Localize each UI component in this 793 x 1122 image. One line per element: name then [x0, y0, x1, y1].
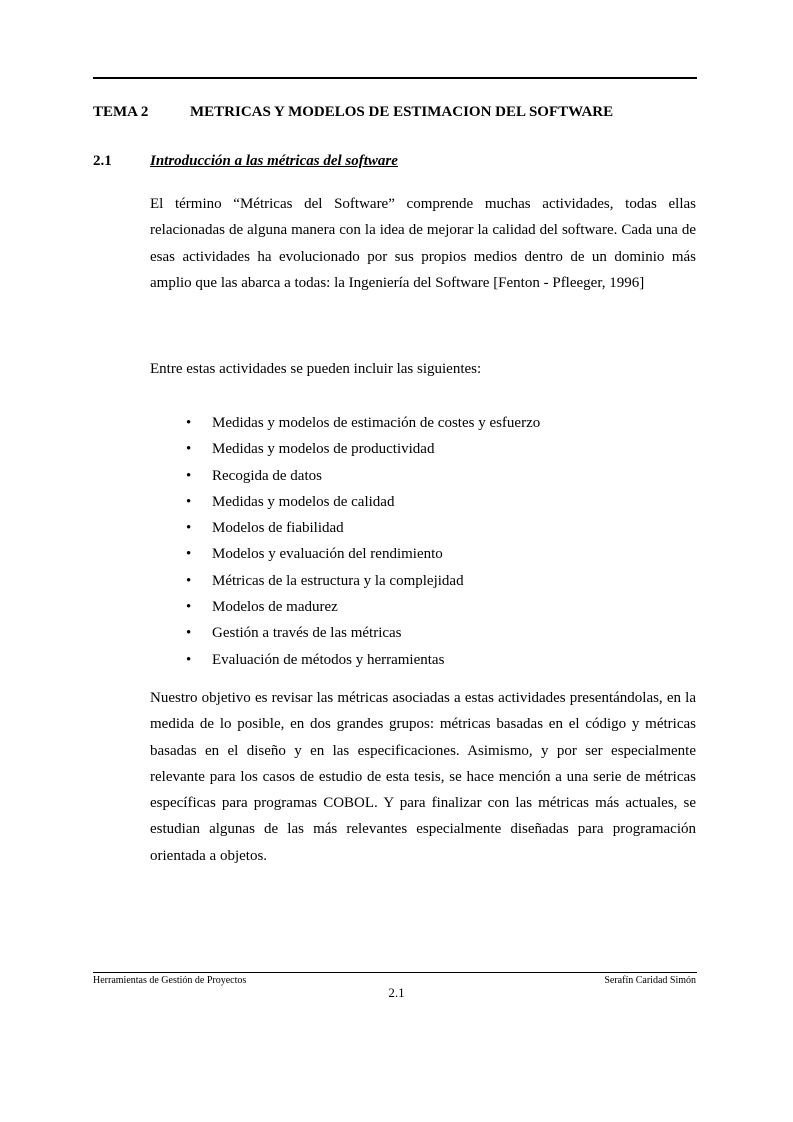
- chapter-number: TEMA 2: [93, 104, 149, 120]
- list-item: • Medidas y modelos de calidad: [150, 489, 696, 515]
- bullet-icon: •: [186, 493, 192, 510]
- list-item: • Medidas y modelos de estimación de costes y esfuerzo: [150, 410, 696, 436]
- list-item: • Recogida de datos: [150, 463, 696, 489]
- list-item: • Gestión a través de las métricas: [150, 620, 696, 646]
- intro-paragraph: El término “Métricas del Software” comprende muchas actividades, todas ellas relacionadas de alguna manera con la idea de mejorar la calidad del software. Cada una de esas actividades ha evolucionado por sus propios medios dentro de un dominio más amplio que las abarca a todas: la Ingeniería del Software [Fenton - Pfleeger, 1996]: [150, 196, 696, 291]
- bullet-icon: •: [186, 441, 192, 458]
- section-number: 2.1: [93, 153, 112, 169]
- chapter-title: METRICAS Y MODELOS DE ESTIMACION DEL SOFTWARE: [190, 104, 614, 120]
- objective-paragraph: Nuestro objetivo es revisar las métricas asociadas a estas actividades presentándolas, en la medida de lo posible, en dos grandes grupos: métricas basadas en el código y métricas basadas en el diseño y en las especificaciones. Asimismo, y por ser especialmente relevante para los casos de estudio de esta tesis, se hace mención a una serie de métricas específicas para programas COBOL. Y para finalizar con las métricas más actuales, se estudian algunas de las más relevantes especialmente diseñadas para programación orientada a objetos.: [150, 690, 696, 864]
- activities-list: [150, 410, 696, 673]
- list-item: • Métricas de la estructura y la complejidad: [150, 568, 696, 594]
- bullet-icon: •: [186, 572, 192, 589]
- bullet-icon: •: [186, 415, 192, 431]
- bullet-icon: •: [186, 546, 192, 563]
- list-intro-paragraph: Entre estas actividades se pueden incluir las siguientes:: [150, 361, 482, 377]
- bullet-icon: •: [186, 467, 192, 484]
- footer-rule: [93, 972, 697, 973]
- bullet-icon: •: [186, 520, 192, 537]
- footer-author: Serafín Caridad Simón: [604, 975, 696, 986]
- list-item: • Modelos y evaluación del rendimiento: [150, 541, 696, 567]
- section-heading: [93, 153, 398, 170]
- section-title: Introducción a las métricas del software: [150, 153, 398, 169]
- header-rule: [93, 77, 697, 79]
- page-number: 2.1: [388, 985, 405, 1000]
- list-item: • Modelos de madurez: [150, 594, 696, 620]
- list-item: • Medidas y modelos de productividad: [150, 436, 696, 462]
- footer-book-title: Herramientas de Gestión de Proyectos: [93, 975, 247, 986]
- list-item: • Modelos de fiabilidad: [150, 515, 696, 541]
- bullet-icon: •: [186, 599, 192, 616]
- bullet-icon: •: [186, 625, 192, 642]
- bullet-icon: •: [186, 651, 192, 668]
- list-item: • Evaluación de métodos y herramientas: [150, 647, 696, 673]
- chapter-heading: [93, 104, 613, 121]
